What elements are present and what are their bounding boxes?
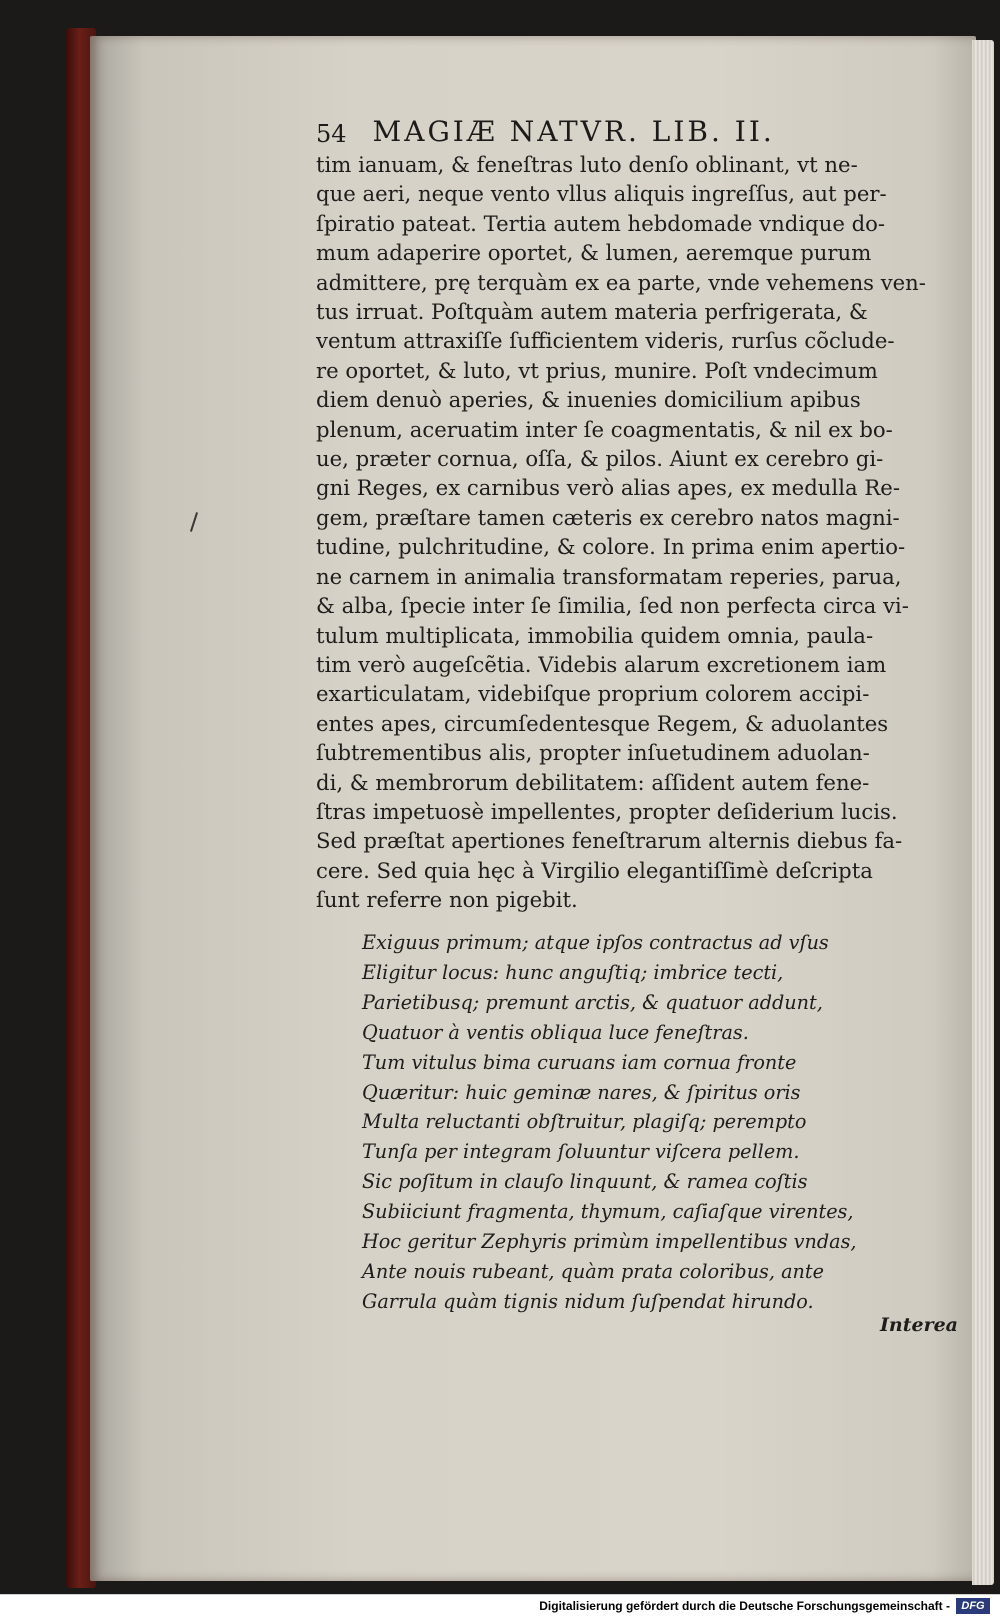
text-line: tudine, pulchritudine, & colore. In prima enim apertio- xyxy=(316,534,906,560)
text-line: di, & membrorum debilitatem: aſſident autem fene- xyxy=(316,769,870,795)
verse-line: Multa reluctanti obſtruitur, plagiſq; perempto xyxy=(362,1110,807,1134)
funding-credit: Digitalisierung gefördert durch die Deutsche Forschungsgemeinschaft - xyxy=(539,1599,950,1613)
text-line: diem denuò aperies, & inuenies domicilium apibus xyxy=(316,387,861,413)
text-line: que aeri, neque vento vllus aliquis ingreſſus, aut per- xyxy=(316,181,887,207)
verse-line: Eligitur locus: hunc anguſtiq; imbrice tecti, xyxy=(362,960,784,984)
text-line: ventum attraxiſſe ſufficientem videris, rurſus cõclude- xyxy=(316,328,895,354)
text-line: plenum, aceruatim inter ſe coagmentatis, & nil ex bo- xyxy=(316,416,893,442)
text-line: tim verò augeſcẽtia. Videbis alarum excretionem iam xyxy=(316,651,887,677)
verse-line: Quatuor à ventis obliqua luce feneſtras. xyxy=(362,1020,749,1044)
text-line: ne carnem in animalia transformatam reperies, parua, xyxy=(316,563,902,589)
text-line: entes apes, circumſedentesque Regem, & aduolantes xyxy=(316,710,889,736)
verse-line: Parietibusq; premunt arctis, & quatuor addunt, xyxy=(362,990,823,1014)
verse-line: Hoc geritur Zephyris primùm impellentibus vndas, xyxy=(362,1230,857,1254)
text-line: exarticulatam, videbiſque proprium colorem accipi- xyxy=(316,681,870,707)
text-line: ſtras impetuosè impellentes, propter deſiderium lucis. xyxy=(316,798,898,824)
text-line: ſunt referre non pigebit. xyxy=(316,887,578,913)
verse-quotation xyxy=(362,928,882,1317)
text-line: tus irruat. Poſtquàm autem materia perfrigerata, & xyxy=(316,299,868,325)
text-line: tim ianuam, & feneſtras luto denſo oblinant, vt ne- xyxy=(316,152,858,177)
verse-line: Tunſa per integram ſoluuntur viſcera pellem. xyxy=(362,1140,800,1164)
footer-bar xyxy=(0,1594,1000,1619)
text-line: ſubtrementibus alis, propter inſuetudinem aduolan- xyxy=(316,740,870,766)
catchword: Interea xyxy=(880,1314,958,1336)
page-number: 54 xyxy=(316,120,347,148)
verse-line: Sic poſitum in clauſo linquunt, & ramea coſtis xyxy=(362,1170,808,1194)
text-line: Sed præſtat apertiones feneſtrarum alternis diebus fa- xyxy=(316,828,903,854)
verse-line: Exiguus primum; atque ipſos contractus ad vſus xyxy=(362,931,829,954)
page-header xyxy=(316,108,876,148)
text-line: & alba, ſpecie inter ſe ſimilia, ſed non perfecta circa vi- xyxy=(316,593,909,619)
text-line: gem, præſtare tamen cæteris ex cerebro natos magni- xyxy=(316,504,900,530)
verse-line: Subiiciunt fragmenta, thymum, caſiaſque virentes, xyxy=(362,1200,854,1224)
verse-line: Tum vitulus bima curuans iam cornua fronte xyxy=(362,1050,797,1074)
text-line: mum adaperire oportet, & lumen, aeremque purum xyxy=(316,240,872,266)
verse-line: Garrula quàm tignis nidum ſuſpendat hirundo. xyxy=(362,1289,814,1313)
text-line: gni Reges, ex carnibus verò alias apes, ex medulla Re- xyxy=(316,475,901,501)
text-line: tulum multiplicata, immobilia quidem omnia, paula- xyxy=(316,622,874,648)
text-line: ue, præter cornua, oſſa, & pilos. Aiunt ex cerebro gi- xyxy=(316,446,884,472)
dfg-logo: DFG xyxy=(956,1598,990,1614)
text-line: ſpiratio pateat. Tertia autem hebdomade vndique do- xyxy=(316,210,886,236)
verse-line: Ante nouis rubeant, quàm prata coloribus, ante xyxy=(362,1259,824,1283)
text-line: admittere, prę terquàm ex ea parte, vnde vehemens ven- xyxy=(316,269,926,295)
running-title: MAGIÆ NATVR. LIB. II. xyxy=(372,115,775,148)
body-text xyxy=(316,150,938,915)
text-line: cere. Sed quia hęc à Virgilio elegantiſſimè deſcripta xyxy=(316,857,873,883)
text-line: re oportet, & luto, vt prius, munire. Poſt vndecimum xyxy=(316,357,878,383)
page-stack-edge xyxy=(972,40,994,1585)
verse-line: Quæritur: huic geminæ nares, & ſpiritus oris xyxy=(362,1080,801,1104)
